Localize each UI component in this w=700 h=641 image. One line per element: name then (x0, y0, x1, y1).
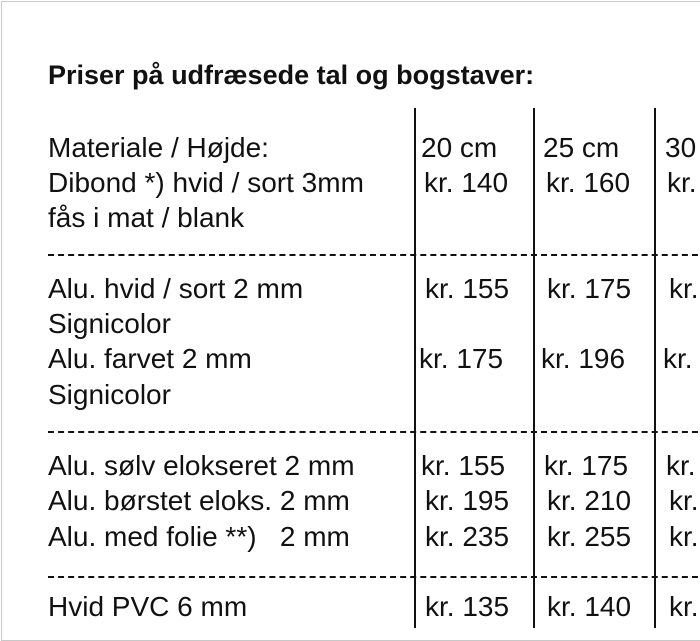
section-divider (48, 576, 700, 578)
price-cell: kr. (669, 485, 699, 516)
row-label: Alu. hvid / sort 2 mm (48, 273, 304, 304)
row-label: Hvid PVC 6 mm (48, 591, 248, 622)
price-cell: kr. 140 (424, 167, 509, 198)
price-cell: kr. 195 (425, 485, 510, 516)
column-divider (533, 108, 535, 628)
row-sublabel: fås i mat / blank (48, 202, 245, 233)
row-sublabel: Signicolor (48, 308, 171, 339)
price-cell: kr. 155 (425, 273, 510, 304)
section-divider (48, 431, 700, 433)
header-col-25cm: 25 cm (543, 132, 620, 163)
price-cell: kr. 135 (425, 591, 510, 622)
row-sublabel: Signicolor (48, 379, 171, 410)
price-cell: kr. 210 (547, 485, 632, 516)
section-divider (48, 254, 700, 256)
row-label: Alu. sølv elokseret 2 mm (48, 450, 355, 481)
price-cell: kr. 160 (546, 167, 631, 198)
row-label: Alu. med folie **) 2 mm (48, 521, 350, 552)
header-label: Materiale / Højde: (48, 132, 269, 163)
price-cell: kr. 175 (544, 450, 629, 481)
row-label: Alu. farvet 2 mm (48, 343, 252, 374)
row-label: Alu. børstet eloks. 2 mm (48, 485, 350, 516)
column-divider (654, 108, 656, 628)
price-cell: kr. 175 (419, 343, 504, 374)
price-cell: kr. 155 (421, 450, 506, 481)
price-cell: kr. 140 (547, 591, 632, 622)
price-cell: kr. 196 (541, 343, 626, 374)
price-cell: kr. (669, 521, 699, 552)
price-cell: kr. 175 (547, 273, 632, 304)
column-divider (414, 108, 416, 628)
price-cell: kr. 235 (425, 521, 510, 552)
price-cell: kr. 255 (547, 521, 632, 552)
header-col-30cm: 30 (665, 132, 697, 163)
price-cell: kr. (666, 450, 696, 481)
page-title: Priser på udfræsede tal og bogstaver: (48, 60, 535, 90)
header-col-20cm: 20 cm (421, 132, 498, 163)
price-cell: kr. (667, 167, 697, 198)
price-cell: kr. (663, 343, 693, 374)
row-label: Dibond *) hvid / sort 3mm (48, 167, 364, 198)
price-cell: kr. (669, 273, 699, 304)
price-cell: kr. (669, 591, 699, 622)
